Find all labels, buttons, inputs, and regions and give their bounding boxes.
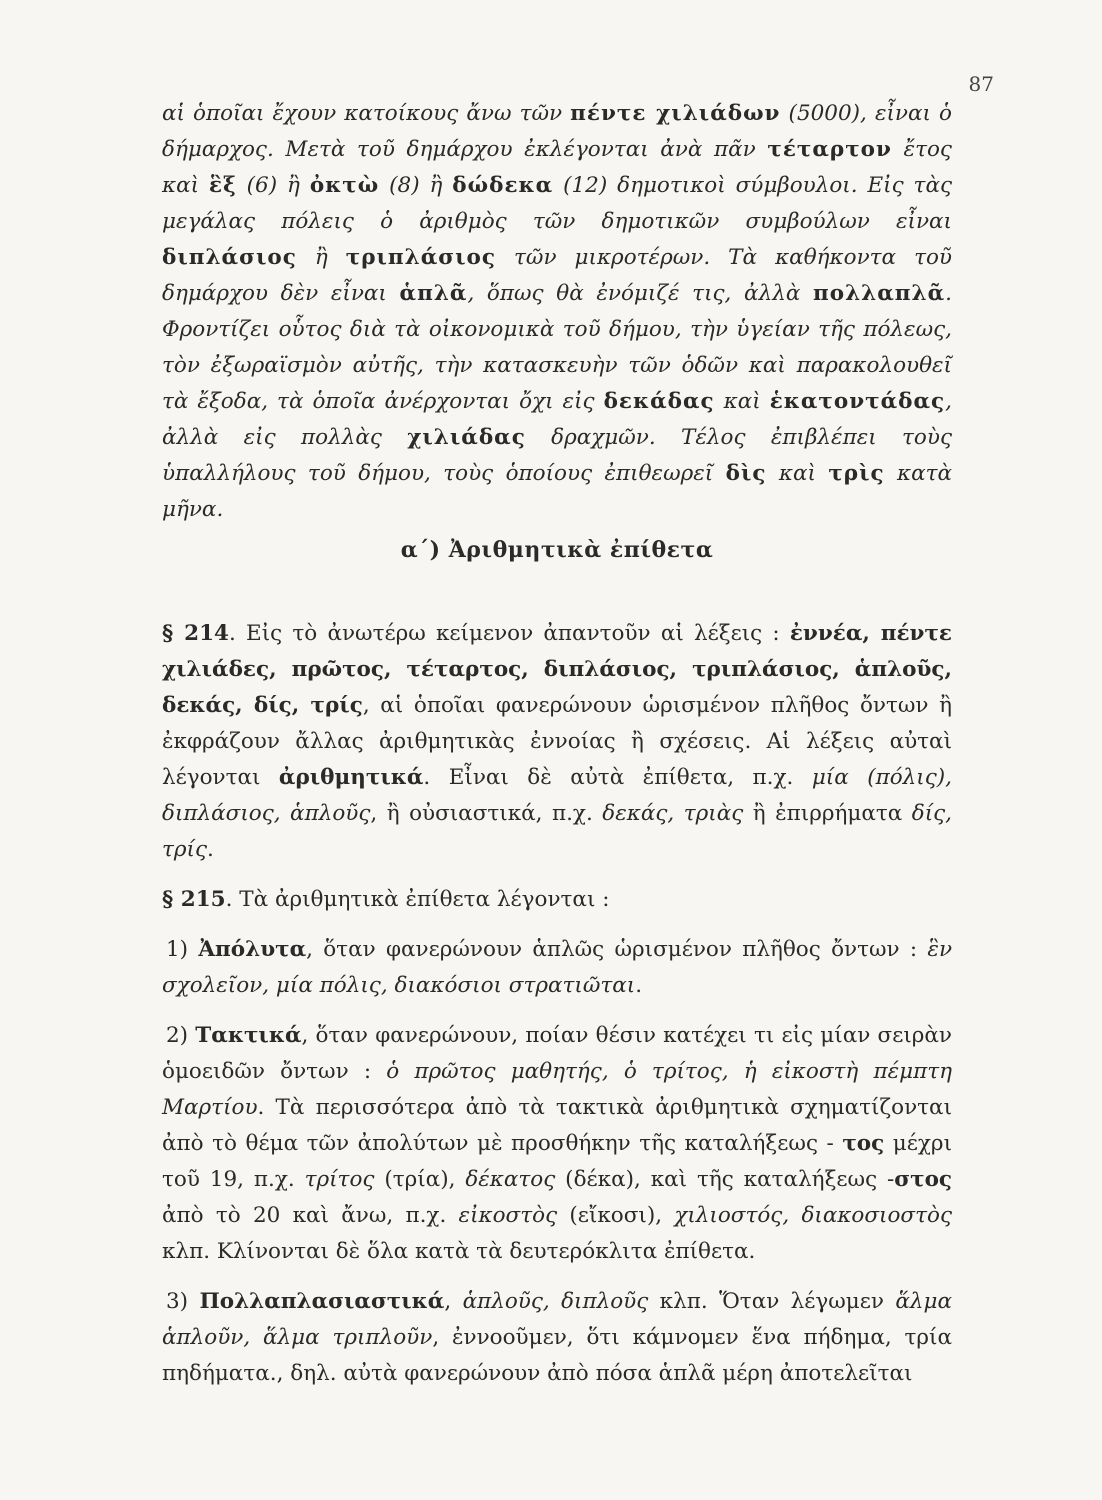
text-run: δραχμῶν. Τέλος ἐπιβλέπει τοὺς ὑπαλλήλους τοῦ δήμου, τοὺς ὁποίους ἐπιθεωρεῖ — [162, 425, 952, 486]
italic-example: δίς, τρίς — [162, 801, 952, 862]
bold-term: πέντε χιλιάδων — [570, 101, 781, 126]
bold-term: δεκάδας — [603, 389, 715, 414]
bold-term: ἐννέα, πέντε χιλιάδες, πρῶτος, τέταρτος, διπλάσιος, τριπλάσιος, ἁπλοῦς, δεκάς, δίς, τρίς — [162, 621, 952, 718]
list-item-2 — [162, 1018, 952, 1270]
section-215 — [162, 882, 952, 918]
text-run: κλπ. Ὅταν λέγωμεν — [648, 1289, 896, 1314]
bold-term: Τακτικά — [195, 1023, 302, 1048]
bold-term: ὀκτὼ — [309, 173, 380, 198]
text-run: 2) — [166, 1023, 196, 1048]
text-run: 3) — [166, 1289, 200, 1314]
paragraph-1 — [162, 96, 952, 528]
text-run: , — [444, 1289, 463, 1314]
text-run: ἀπὸ τὸ 20 καὶ ἄνω, π.χ. — [162, 1203, 459, 1228]
text-run: αἱ ὁποῖαι ἔχουν κατοίκους ἄνω τῶν — [162, 101, 571, 126]
text-run: , ὅταν φανερώνουν, ποίαν θέσιν κατέχει τι εἰς μίαν σειρὰν ὁμοειδῶν ὄντων : — [162, 1023, 952, 1084]
bold-term: τος — [842, 1131, 885, 1156]
bold-term: δώδεκα — [452, 173, 554, 198]
text-run: ἢ ἐπιρρήματα — [743, 801, 912, 826]
text-run: ἢ — [296, 245, 346, 270]
text-run: . — [635, 973, 643, 998]
bold-term: χιλιάδας — [407, 425, 526, 450]
bold-term: τέταρτον — [767, 137, 892, 162]
text-run: (6) ἢ — [236, 173, 310, 198]
text-run: μέχρι τοῦ 19, π.χ. — [162, 1131, 953, 1192]
text-run: , ὅταν φανερώνουν ἁπλῶς ὡρισμένον πλῆθος ὄντων : — [306, 937, 928, 962]
list-item-1 — [162, 932, 952, 1004]
italic-example: ἅλμα ἁπλοῦν, ἅλμα τριπλοῦν — [162, 1289, 953, 1350]
text-run: (εἴκοσι), — [557, 1203, 675, 1228]
bold-term: τρὶς — [828, 461, 885, 486]
italic-example: ἓν σχολεῖον, μία πόλις, διακόσιοι στρατιῶται — [162, 937, 953, 998]
bold-term: Ἀπόλυτα — [198, 937, 307, 962]
text-run: . Εἶναι δὲ αὐτὰ ἐπίθετα, π.χ. — [423, 765, 812, 790]
bold-term: § 214 — [162, 621, 229, 646]
italic-example: εἰκοστὸς — [458, 1203, 558, 1228]
italic-example: δεκάς, τριὰς — [602, 801, 744, 826]
bold-term: Πολλαπλασιαστικά — [199, 1289, 445, 1314]
text-run: (δέκα), καὶ τῆς καταλήξεως - — [555, 1167, 895, 1192]
text-run: , ἐννοοῦμεν, ὅτι κάμνομεν ἕνα πήδημα, τρία πηδήματα., δηλ. αὐτὰ φανερώνουν ἀπὸ πόσα ἁπλᾶ μέρη ἀποτελεῖται — [162, 1325, 952, 1386]
bold-term: ἁπλᾶ — [399, 281, 468, 306]
section-214 — [162, 616, 952, 868]
text-run: . Τὰ περισσότερα ἀπὸ τὰ τακτικὰ ἀριθμητικὰ σχηματίζονται ἀπὸ τὸ θέμα τῶν ἀπολύτων μὲ προσθήκην τῆς καταλήξεως - — [162, 1095, 952, 1156]
section-heading: α΄) Ἀριθμητικὰ ἐπίθετα — [400, 537, 714, 563]
italic-example: μία (πόλις), διπλάσιος, ἁπλοῦς — [162, 765, 952, 826]
text-run: (8) ἢ — [379, 173, 453, 198]
text-run: κατὰ μῆνα. — [162, 461, 953, 522]
text-run: ἔτος καὶ — [162, 137, 952, 198]
text-run: , αἱ ὁποῖαι φανερώνουν ὡρισμένον πλῆθος ὄντων ἢ ἐκφράζουν ἄλλας ἀριθμητικὰς ἐννοίας ἢ σχέσεις. Αἱ λέξεις αὐταὶ λέγονται — [162, 693, 952, 790]
text-run: . Εἰς τὸ ἀνωτέρω κείμενον ἀπαντοῦν αἱ λέξεις : — [228, 621, 790, 646]
italic-example: δέκατος — [465, 1167, 556, 1192]
italic-example: ἁπλοῦς, διπλοῦς — [462, 1289, 649, 1314]
text-run: 1) — [166, 937, 199, 962]
bold-term: στος — [894, 1167, 953, 1192]
text-run: (τρία), — [374, 1167, 466, 1192]
text-run: , ὅπως θὰ ἐνόμιζέ τις, ἀλλὰ — [467, 281, 814, 306]
italic-example: χιλιοστός, διακοσιοστὸς — [674, 1203, 952, 1228]
text-run: . Φροντίζει οὗτος διὰ τὰ οἰκονομικὰ τοῦ δήμου, τὴν ὑγείαν τῆς πόλεως, τὸν ἐξωραϊσμὸν αὐτῆς, τὴν κατασκευὴν τῶν ὁδῶν καὶ παρακολουθεῖ τὰ ἔξοδα, τὰ ὁποῖα ἀνέρχονται ὄχι εἰς — [162, 281, 952, 414]
text-run: καὶ — [714, 389, 770, 414]
text-run: (5000), εἶναι ὁ δήμαρχος. Μετὰ τοῦ δημάρχου ἐκλέγονται ἀνὰ πᾶν — [162, 101, 952, 162]
italic-example: ὁ πρῶτος μαθητής, ὁ τρίτος, ἡ εἰκοστὴ πέμπτη Μαρτίου — [162, 1059, 952, 1120]
bold-term: διπλάσιος — [162, 245, 297, 270]
bold-term: δὶς — [725, 461, 767, 486]
text-run: κλπ. Κλίνονται δὲ ὅλα κατὰ τὰ δευτερόκλιτα ἐπίθετα. — [162, 1239, 756, 1264]
bold-term: τριπλάσιος — [345, 245, 496, 270]
text-run: καὶ — [766, 461, 829, 486]
bold-term: ἑκατοντάδας — [769, 389, 946, 414]
text-run: . — [207, 837, 214, 862]
bold-term: πολλαπλᾶ — [813, 281, 946, 306]
bold-term: § 215 — [162, 887, 226, 912]
sections-body — [162, 616, 952, 1406]
text-run: . Τὰ ἀριθμητικὰ ἐπίθετα λέγονται : — [225, 887, 610, 912]
page-number: 87 — [968, 72, 994, 96]
bold-term: ἓξ — [208, 173, 237, 198]
text-run: , ἀλλὰ εἰς πολλὰς — [162, 389, 952, 450]
text-run: , ἢ οὐσιαστικά, π.χ. — [370, 801, 603, 826]
bold-term: ἀριθμητικά — [278, 765, 424, 790]
italic-example: τρίτος — [304, 1167, 375, 1192]
text-run: (12) δημοτικοὶ σύμβουλοι. Εἰς τὰς μεγάλας πόλεις ὁ ἀριθμὸς τῶν δημοτικῶν συμβούλων εἶναι — [162, 173, 953, 234]
text-run: τῶν μικροτέρων. Τὰ καθήκοντα τοῦ δημάρχου δὲν εἶναι — [162, 245, 952, 306]
list-item-3 — [162, 1284, 952, 1392]
